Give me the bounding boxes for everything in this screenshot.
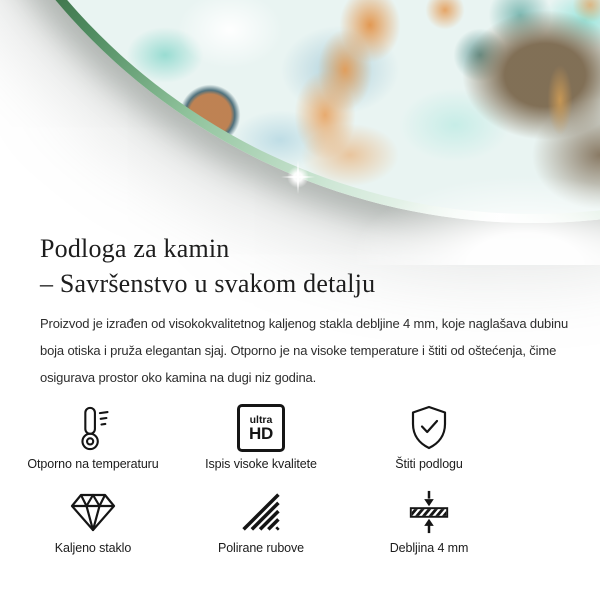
page-title-line1: Podloga za kamin — [40, 234, 230, 263]
feature-thickness — [345, 488, 513, 555]
feature-label: Ispis visoke kvalitete — [205, 457, 317, 471]
feature-label: Štiti podlogu — [395, 457, 463, 471]
page-title — [40, 231, 588, 301]
feature-print-quality — [177, 404, 345, 471]
feature-label: Otporno na temperaturu — [27, 457, 159, 471]
shield-check-icon — [409, 404, 449, 452]
polished-edges-icon — [239, 488, 283, 536]
thermometer-icon — [75, 404, 111, 452]
ultra-hd-icon: ultra HD — [237, 404, 285, 452]
feature-polished-edges — [177, 488, 345, 555]
product-description-text: Proizvod je izrađen od visokokvalitetnog kaljenog stakla debljine 4 mm, koje naglašava dubinu boja otiska i pruža elegantan sjaj. Otporno je na visoke temperature i štiti od oštećenja, čime osigurava prostor oko kamina na dugi niz godina. — [40, 316, 569, 385]
feature-label: Polirane rubove — [217, 541, 305, 555]
feature-temperature — [9, 404, 177, 471]
feature-grid — [9, 404, 513, 555]
feature-label: Debljina 4 mm — [389, 541, 469, 555]
diamond-icon — [69, 488, 117, 536]
page-title-line2: – Savršenstvo u svakom detalju — [40, 269, 376, 298]
feature-protection — [345, 404, 513, 471]
feature-tempered-glass — [9, 488, 177, 555]
thickness-press-icon — [406, 488, 452, 536]
product-description-block — [40, 231, 588, 391]
feature-label: Kaljeno staklo — [54, 541, 132, 555]
